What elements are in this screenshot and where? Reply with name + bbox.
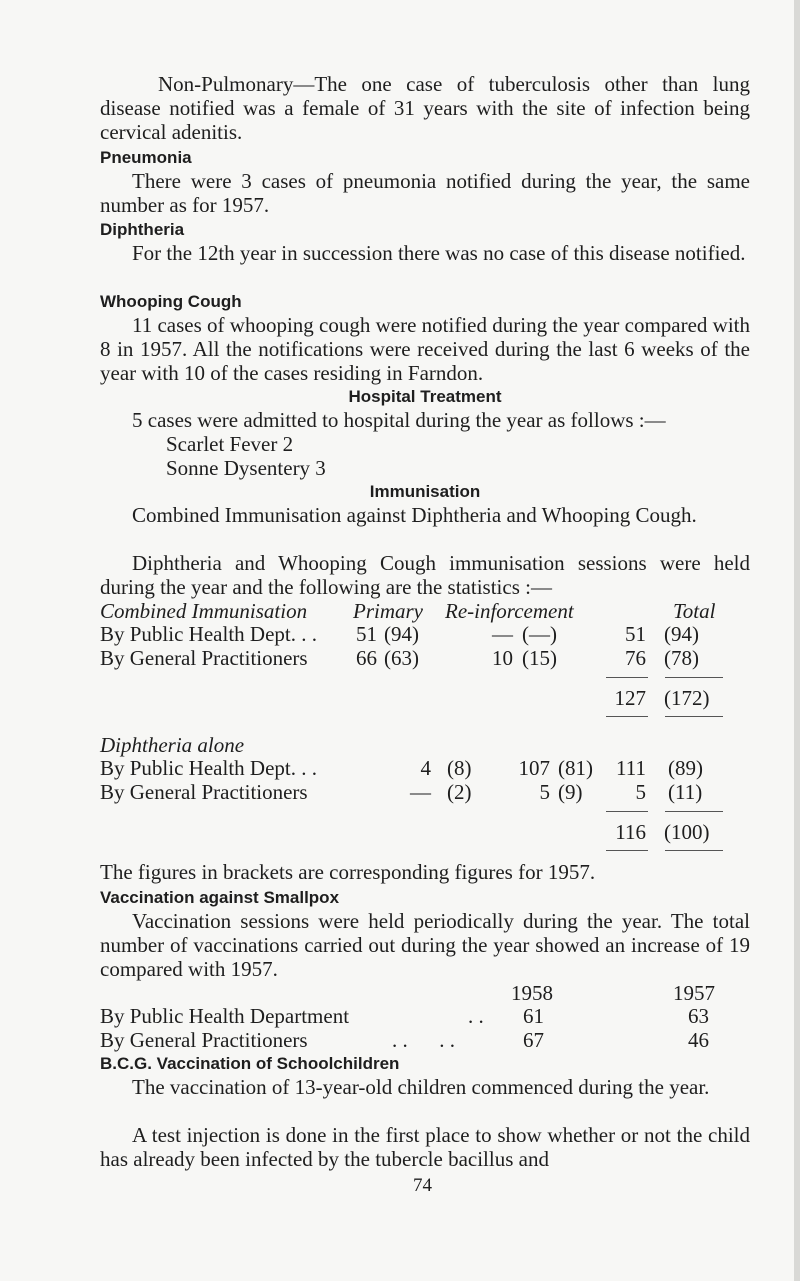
sum-rule	[606, 677, 648, 678]
whooping-cough-heading: Whooping Cough	[100, 292, 242, 311]
immunisation-heading: Immunisation	[369, 482, 481, 501]
reinforcement-1957-cell: (9)	[558, 780, 583, 804]
diphtheria-alone-label: Diphtheria alone	[100, 733, 245, 757]
total-1957-cell: (89)	[668, 756, 703, 780]
hospital-treatment-heading: Hospital Treatment	[348, 387, 502, 406]
page-number: 74	[413, 1175, 432, 1196]
primary-cell: 4	[420, 756, 431, 780]
primary-1957-cell: (8)	[447, 756, 472, 780]
intro-paragraph: Non-Pulmonary—The one case of tuberculosis other than lung disease notified was a female of 31 years with the site of infection being cervical adenitis.	[100, 72, 750, 144]
year-1958-header: 1958	[511, 981, 553, 1005]
reinforcement-cell: 5	[539, 780, 550, 804]
combined-immunisation-label: Combined Immunisation	[100, 599, 308, 623]
total-cell: 51	[625, 622, 646, 646]
primary-cell: 51	[356, 622, 377, 646]
immunisation-paragraph-2: Diphtheria and Whooping Cough immunisation sessions were held during the year and the following are the statistics :—	[100, 551, 750, 599]
table-row-label: By General Practitioners	[100, 780, 308, 804]
reinforcement-1957-cell: (15)	[522, 646, 557, 670]
table-row-label: By Public Health Department	[100, 1004, 350, 1028]
total-cell: 111	[616, 756, 646, 780]
table-row-label: By Public Health Dept. . .	[100, 622, 317, 646]
reinforcement-1957-cell: (81)	[558, 756, 593, 780]
total-rule	[606, 850, 648, 851]
reinforcement-cell: 107	[518, 756, 550, 780]
page-edge	[794, 0, 800, 1281]
immunisation-paragraph-1: Combined Immunisation against Diphtheria and Whooping Cough.	[132, 503, 697, 527]
year-1957-header: 1957	[673, 981, 715, 1005]
diphtheria-total-cell: 116	[615, 820, 646, 844]
total-rule	[665, 850, 723, 851]
diphtheria-heading: Diphtheria	[100, 220, 185, 239]
leader-dots: . . . .	[392, 1028, 455, 1052]
bcg-paragraph-1: The vaccination of 13-year-old children commenced during the year.	[132, 1075, 710, 1099]
total-cell: 76	[625, 646, 646, 670]
reinforcement-column-header: Re-inforcement	[445, 599, 574, 623]
pneumonia-heading: Pneumonia	[100, 148, 192, 167]
table-row-label: By General Practitioners	[100, 1028, 308, 1052]
bcg-heading: B.C.G. Vaccination of Schoolchildren	[100, 1054, 400, 1073]
total-1957-cell: (78)	[664, 646, 699, 670]
vaccination-1958-cell: 67	[523, 1028, 544, 1052]
reinforcement-cell: —	[492, 622, 513, 646]
sum-rule	[606, 811, 648, 812]
total-1957-cell: (11)	[668, 780, 703, 804]
primary-1957-cell: (94)	[384, 622, 419, 646]
primary-cell: —	[410, 780, 431, 804]
sum-rule	[665, 677, 723, 678]
combined-total-1957-cell: (172)	[664, 686, 710, 710]
total-1957-cell: (94)	[664, 622, 699, 646]
smallpox-heading: Vaccination against Smallpox	[100, 888, 340, 907]
hospital-paragraph: 5 cases were admitted to hospital during the year as follows :—	[132, 408, 666, 432]
hospital-item: Sonne Dysentery 3	[166, 456, 326, 480]
pneumonia-paragraph: There were 3 cases of pneumonia notified during the year, the same number as for 1957.	[100, 169, 750, 217]
primary-1957-cell: (2)	[447, 780, 472, 804]
sum-rule	[665, 811, 723, 812]
diphtheria-total-1957-cell: (100)	[664, 820, 710, 844]
diphtheria-paragraph: For the 12th year in succession there was no case of this disease notified.	[132, 241, 746, 265]
total-rule	[665, 716, 723, 717]
table-row-label: By Public Health Dept. . .	[100, 756, 317, 780]
reinforcement-1957-cell: (—)	[522, 622, 557, 646]
table-row-label: By General Practitioners	[100, 646, 308, 670]
vaccination-1958-cell: 61	[523, 1004, 544, 1028]
total-cell: 5	[635, 780, 646, 804]
total-column-header: Total	[673, 599, 716, 623]
reinforcement-cell: 10	[492, 646, 513, 670]
primary-column-header: Primary	[353, 599, 423, 623]
hospital-item: Scarlet Fever 2	[166, 432, 294, 456]
primary-cell: 66	[356, 646, 377, 670]
brackets-note: The figures in brackets are corresponding figures for 1957.	[100, 860, 596, 884]
smallpox-paragraph: Vaccination sessions were held periodically during the year. The total number of vaccinations carried out during the year showed an increase of 19 compared with 1957.	[100, 909, 750, 981]
vaccination-1957-cell: 63	[688, 1004, 709, 1028]
leader-dots: . .	[468, 1004, 484, 1028]
vaccination-1957-cell: 46	[688, 1028, 709, 1052]
primary-1957-cell: (63)	[384, 646, 419, 670]
whooping-cough-paragraph: 11 cases of whooping cough were notified during the year compared with 8 in 1957. All the notifications were received during the last 6 weeks of the year with 10 of the cases residing in Farndon.	[100, 313, 750, 385]
bcg-paragraph-2: A test injection is done in the first place to show whether or not the child has already been infected by the tubercle bacillus and	[100, 1123, 750, 1171]
total-rule	[606, 716, 648, 717]
combined-total-cell: 127	[614, 686, 646, 710]
